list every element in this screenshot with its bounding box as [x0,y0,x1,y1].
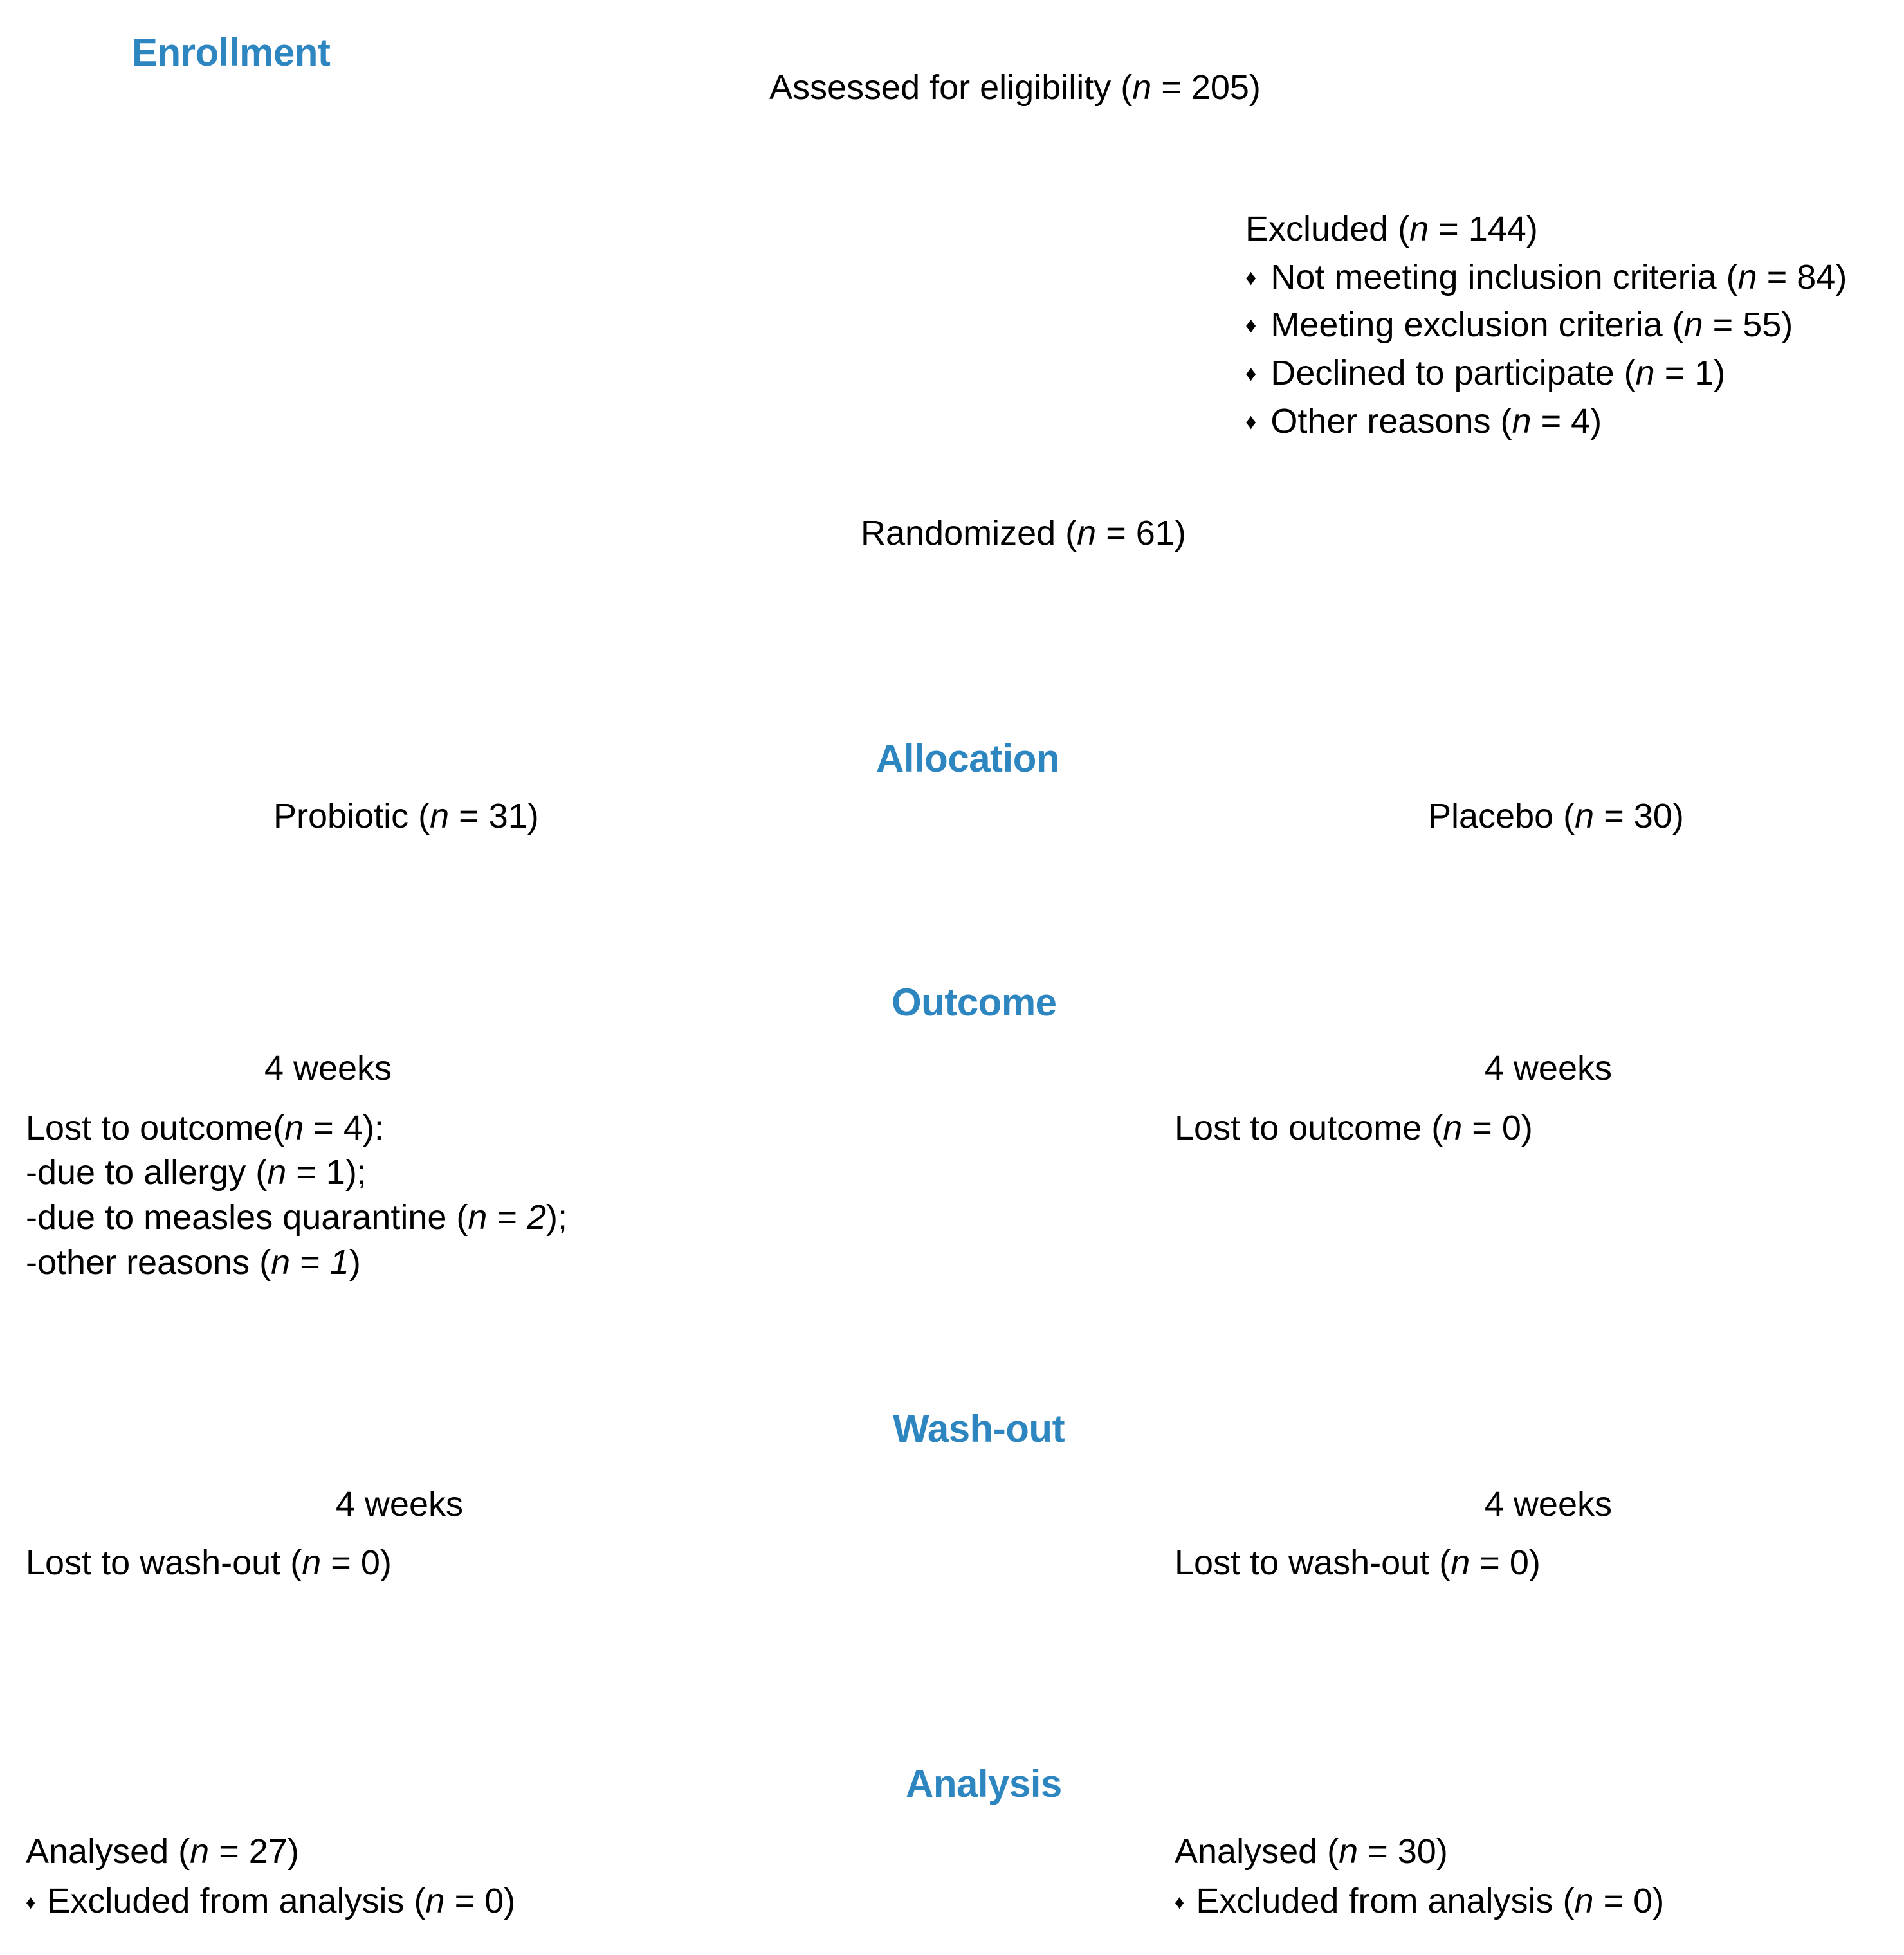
analysis-right-excluded-prefix: Excluded from analysis ( [1196,1881,1575,1920]
washout-left-close: ) [380,1543,392,1582]
probiotic-label: Probiotic ( [273,797,430,835]
analysis-right-eq: = [1358,1832,1398,1871]
outcome-right-lost-close: ) [1521,1108,1533,1147]
analysis-left-excluded-prefix: Excluded from analysis ( [47,1881,426,1920]
excluded-reason-2-eq: = [1654,353,1695,392]
diamond-bullet-icon: ♦ [1175,1891,1185,1913]
analysis-left-close: ) [287,1832,299,1871]
list-item [1245,305,1847,345]
outcome-left-reason-2 [26,1242,630,1283]
excluded-reason-1-label: Meeting exclusion criteria ( [1270,305,1684,345]
randomized-node [861,513,1186,554]
assessed-n-symbol: n [1132,68,1152,107]
stage-heading-allocation [876,738,1059,779]
outcome-left-reason-1-value: 2 [527,1197,547,1237]
analysis-right-excluded-close: ) [1652,1881,1665,1920]
analysis-left-excluded-n-symbol: n [425,1881,445,1920]
excluded-reason-2-value: 1 [1694,353,1714,392]
excluded-reason-0-eq: = [1757,257,1797,296]
washout-right-n-symbol: n [1451,1543,1470,1582]
stage-heading-analysis [906,1763,1062,1804]
analysis-right-close: ) [1436,1832,1448,1871]
diamond-bullet-icon: ♦ [1245,361,1257,386]
analysis-left-excluded-eq: = [444,1881,485,1920]
outcome-left-reason-1 [26,1197,630,1238]
excluded-heading [1245,209,1847,250]
probiotic-value: 31 [488,797,527,835]
randomized-value: 61 [1135,514,1175,552]
outcome-right-lost-heading [1175,1108,1612,1149]
excluded-eq: = [1429,210,1469,248]
excluded-close-paren: ) [1526,210,1538,248]
excluded-reason-2-n-symbol: n [1635,353,1655,392]
washout-left-lost [26,1543,463,1583]
excluded-reason-0-label: Not meeting inclusion criteria ( [1270,257,1738,296]
outcome-left-block [26,1048,630,1282]
placebo-label: Placebo ( [1428,797,1575,835]
analysis-left-excluded-text [47,1881,515,1922]
outcome-left-reason-1-prefix: -due to measles quarantine ( [26,1197,468,1237]
excluded-reason-2-close: ) [1714,353,1726,392]
outcome-left-reason-1-suffix: ); [546,1197,568,1237]
placebo-close-paren: ) [1672,797,1684,835]
outcome-left-reason-0-eq: = [286,1153,326,1192]
outcome-left-reason-0 [26,1152,630,1193]
washout-right-close: ) [1528,1543,1541,1582]
allocation-left-node [273,796,539,837]
outcome-right-block [1175,1048,1612,1148]
analysis-right-excluded-eq: = [1593,1881,1634,1920]
outcome-left-reason-0-prefix: -due to allergy ( [26,1153,268,1192]
stage-heading-enrollment-label: Enrollment [132,31,331,74]
probiotic-close-paren: ) [527,797,539,835]
analysis-right-excluded-n-symbol: n [1574,1881,1594,1920]
outcome-right-duration: 4 weeks [1484,1049,1612,1087]
outcome-left-reason-2-eq: = [290,1242,330,1282]
allocation-right-node [1428,796,1684,837]
diamond-bullet-icon: ♦ [1245,265,1257,290]
list-item [1245,353,1847,394]
excluded-reason-0-close: ) [1835,257,1847,296]
washout-right-duration: 4 weeks [1484,1485,1612,1523]
stage-heading-enrollment [132,32,330,73]
assessed-for-eligibility-node [769,68,1261,108]
outcome-right-lost-label: Lost to outcome ( [1175,1108,1443,1147]
excluded-reason-text [1270,353,1725,394]
excluded-reason-3-eq: = [1531,401,1571,441]
washout-left-eq: = [321,1543,361,1582]
washout-left-block [26,1484,463,1583]
excluded-reasons-list [1245,257,1847,442]
diamond-bullet-icon: ♦ [1245,313,1257,338]
analysis-left-excluded-close: ) [504,1881,516,1920]
randomized-eq: = [1096,514,1136,552]
stage-heading-outcome [892,982,1057,1023]
excluded-label: Excluded ( [1245,210,1410,248]
excluded-reason-1-eq: = [1703,305,1743,345]
stage-heading-washout [893,1408,1065,1449]
excluded-reason-text [1270,257,1847,298]
outcome-left-lines [26,1108,630,1283]
excluded-reason-0-value: 84 [1797,257,1836,296]
list-item [1245,401,1847,442]
excluded-reason-text [1270,401,1602,442]
excluded-n-symbol: n [1409,210,1429,248]
analysis-right-n-symbol: n [1339,1832,1359,1871]
analysis-right-excluded-value: 0 [1633,1881,1653,1920]
washout-left-value: 0 [360,1543,380,1582]
placebo-value: 30 [1633,797,1672,835]
placebo-eq: = [1594,797,1634,835]
outcome-right-lost-n-symbol: n [1443,1108,1463,1147]
outcome-left-lost-eq: = [304,1108,343,1147]
diamond-bullet-icon: ♦ [1245,409,1257,434]
excluded-block [1245,209,1847,441]
analysis-left-n-symbol: n [190,1832,210,1871]
list-item [1245,257,1847,298]
diamond-bullet-icon: ♦ [26,1891,36,1913]
washout-right-eq: = [1470,1543,1510,1582]
excluded-reason-3-close: ) [1590,401,1602,441]
analysis-left-analysed-label: Analysed ( [26,1832,190,1871]
outcome-left-reason-2-n-symbol: n [271,1242,291,1282]
washout-right-block [1175,1484,1612,1583]
analysis-left-excluded-value: 0 [484,1881,504,1920]
washout-right-lost-label: Lost to wash-out ( [1175,1543,1451,1582]
excluded-reason-1-n-symbol: n [1683,305,1703,345]
outcome-left-lost-n-symbol: n [284,1108,304,1147]
analysis-right-excluded-text [1196,1881,1664,1922]
outcome-right-lines [1175,1108,1612,1149]
outcome-left-reason-0-n-symbol: n [267,1153,287,1192]
outcome-left-lost-heading [26,1108,630,1149]
outcome-left-lost-label: Lost to outcome( [26,1108,285,1147]
randomized-label: Randomized ( [861,514,1077,552]
assessed-close-paren: ) [1249,68,1261,107]
list-item [1175,1881,1664,1922]
stage-heading-analysis-label: Analysis [906,1762,1062,1805]
outcome-left-reason-1-n-symbol: n [468,1197,488,1237]
analysis-right-value: 30 [1397,1832,1436,1871]
analysis-left-block [26,1832,515,1921]
placebo-n-symbol: n [1575,797,1595,835]
list-item [26,1881,515,1922]
outcome-left-reason-0-suffix: ); [345,1153,367,1192]
stage-heading-washout-label: Wash-out [893,1407,1065,1450]
washout-left-lost-label: Lost to wash-out ( [26,1543,302,1582]
washout-left-n-symbol: n [302,1543,322,1582]
probiotic-eq: = [449,797,489,835]
excluded-reason-1-close: ) [1781,305,1793,345]
analysis-right-block [1175,1832,1664,1921]
excluded-reason-0-n-symbol: n [1737,257,1757,296]
outcome-left-reason-0-value: 1 [325,1153,345,1192]
analysis-right-analysed [1175,1832,1664,1872]
outcome-left-duration: 4 weeks [264,1049,392,1087]
outcome-left-reason-1-eq: = [487,1197,527,1237]
analysis-left-eq: = [209,1832,249,1871]
analysis-left-value: 27 [248,1832,288,1871]
outcome-left-reason-2-prefix: -other reasons ( [26,1242,271,1282]
assessed-eq: = [1151,68,1191,107]
washout-right-value: 0 [1509,1543,1529,1582]
washout-right-lost [1175,1543,1612,1583]
assessed-value: 205 [1191,68,1249,107]
excluded-reason-2-label: Declined to participate ( [1270,353,1636,392]
outcome-left-reason-2-suffix: ) [349,1242,361,1282]
washout-left-duration: 4 weeks [335,1485,463,1523]
excluded-reason-3-label: Other reasons ( [1270,401,1512,441]
stage-heading-outcome-label: Outcome [892,981,1057,1024]
outcome-left-reason-2-value: 1 [329,1242,349,1282]
excluded-value: 144 [1468,210,1526,248]
excluded-reason-3-n-symbol: n [1512,401,1532,441]
excluded-reason-3-value: 4 [1571,401,1591,441]
analysis-left-analysed [26,1832,515,1872]
outcome-right-lost-eq: = [1462,1108,1502,1147]
outcome-left-lost-value: 4 [343,1108,363,1147]
excluded-reason-1-value: 55 [1743,305,1782,345]
outcome-left-lost-close: ): [362,1108,384,1147]
analysis-right-analysed-label: Analysed ( [1175,1832,1339,1871]
assessed-for-eligibility-label: Assessed for eligibility ( [769,68,1133,107]
excluded-reason-text [1270,305,1793,345]
outcome-right-lost-value: 0 [1501,1108,1521,1147]
randomized-n-symbol: n [1077,514,1097,552]
randomized-close-paren: ) [1174,514,1186,552]
probiotic-n-symbol: n [430,797,450,835]
stage-heading-allocation-label: Allocation [876,737,1060,780]
